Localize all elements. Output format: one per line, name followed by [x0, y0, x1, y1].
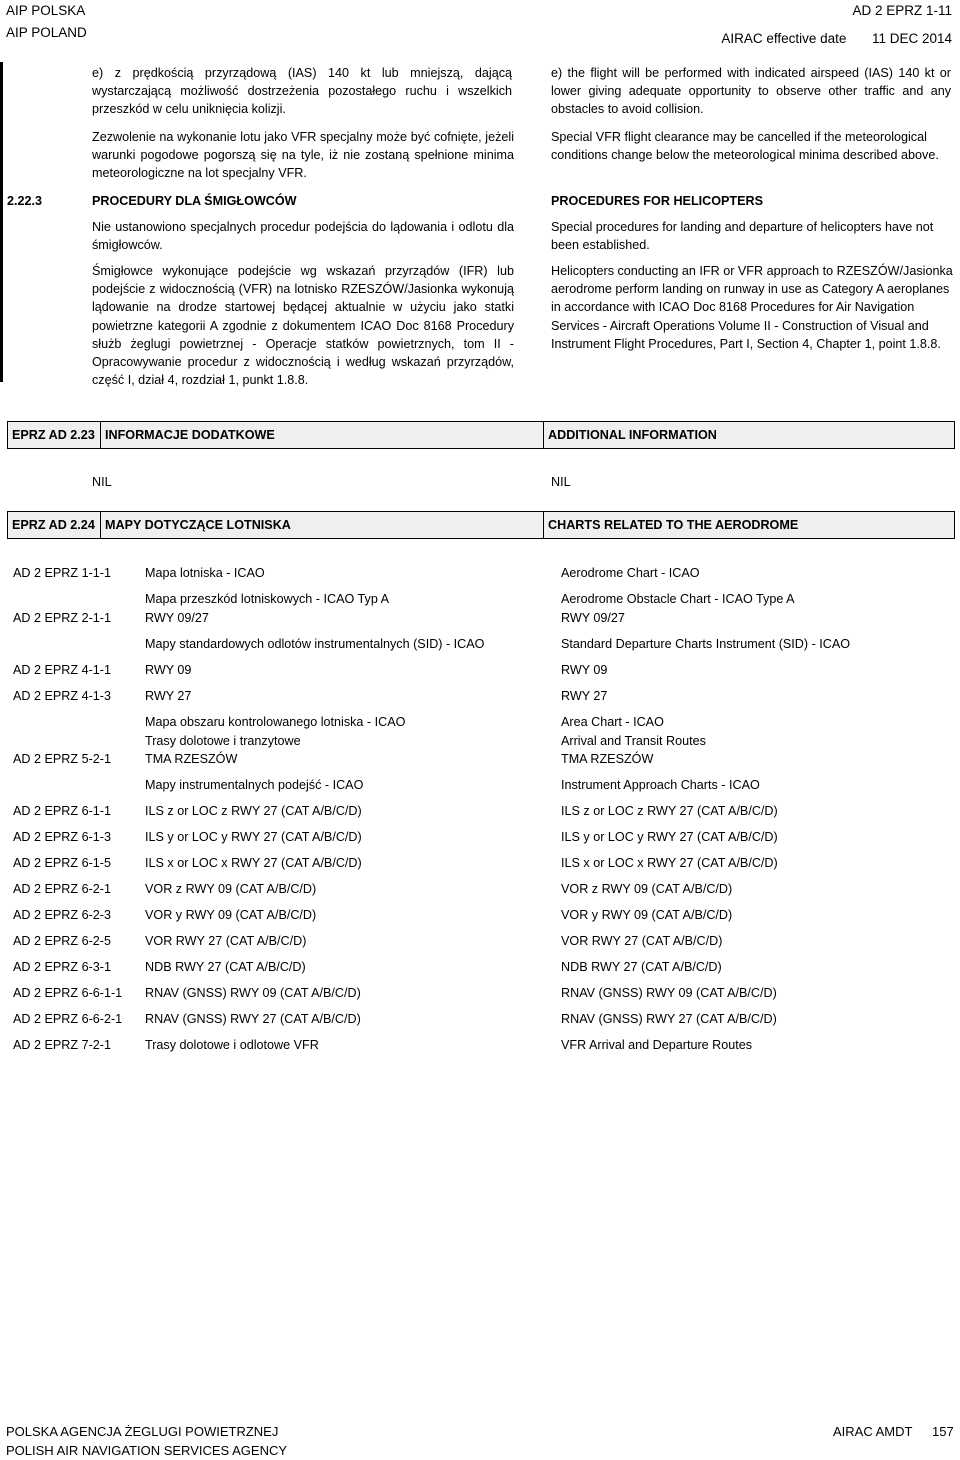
helicopters-pl-title: PROCEDURY DLA ŚMIGŁOWCÓW	[92, 194, 297, 208]
chart-title-pl-line: RWY 27	[145, 689, 192, 703]
vfr-pl-cancel: Zezwolenie na wykonanie lotu jako VFR specjalny może być cofnięte, jeżeli warunki pogodowe pogorszą się na tyle, iż nie zostaną spełnione minima meteorologiczne na lot specjalny VFR.	[92, 130, 514, 181]
chart-title-en	[561, 661, 607, 680]
additional-info-pl-title: INFORMACJE DODATKOWE	[101, 422, 544, 448]
chart-title-pl	[145, 713, 405, 769]
chart-code: AD 2 EPRZ 6-2-1	[13, 882, 111, 896]
chart-title-pl	[145, 880, 316, 899]
chart-code: AD 2 EPRZ 6-1-1	[13, 804, 111, 818]
chart-title-pl-line: RWY 09	[145, 663, 192, 677]
additional-info-pl-value: NIL	[92, 475, 112, 489]
chart-title-en-line: ILS x or LOC x RWY 27 (CAT A/B/C/D)	[561, 856, 778, 870]
chart-code: AD 2 EPRZ 2-1-1	[13, 610, 111, 625]
chart-title-en	[561, 635, 850, 654]
effective-date-line	[721, 28, 952, 50]
chart-title-en-line: Aerodrome Obstacle Chart - ICAO Type A	[561, 592, 795, 606]
chart-title-en	[561, 687, 607, 706]
chart-title-en-line: RWY 09	[561, 663, 608, 677]
chart-title-en	[561, 906, 732, 925]
chart-title-en-line: RNAV (GNSS) RWY 09 (CAT A/B/C/D)	[561, 986, 777, 1000]
chart-title-pl	[145, 590, 389, 627]
effective-date-value: 11 DEC 2014	[871, 31, 952, 46]
additional-info-en-title: ADDITIONAL INFORMATION	[548, 428, 717, 442]
amendment-change-bar	[0, 62, 3, 382]
chart-title-en-line: VOR y RWY 09 (CAT A/B/C/D)	[561, 908, 733, 922]
chart-title-pl	[145, 802, 362, 821]
additional-info-code: EPRZ AD 2.23	[8, 422, 101, 448]
chart-title-en-line: Instrument Approach Charts - ICAO	[561, 778, 760, 792]
chart-code: AD 2 EPRZ 6-6-2-1	[13, 1012, 123, 1026]
chart-title-pl	[145, 828, 362, 847]
vfr-en-item-e: e) the flight will be performed with indicated airspeed (IAS) 140 kt or lower giving adequate opportunity to observe other traffic and any obstacles to avoid collision.	[551, 66, 951, 117]
chart-title-en-line: Aerodrome Chart - ICAO	[561, 566, 700, 580]
chart-title-pl-line: VOR y RWY 09 (CAT A/B/C/D)	[145, 908, 317, 922]
chart-title-pl	[145, 906, 316, 925]
chart-title-pl	[145, 984, 361, 1003]
charts-en-title: CHARTS RELATED TO THE AERODROME	[548, 518, 799, 532]
chart-title-pl	[145, 635, 484, 654]
chart-title-pl-line: Trasy dolotowe i tranzytowe	[145, 733, 301, 748]
chart-title-en-line: RWY 09/27	[561, 610, 625, 625]
chart-title-en	[561, 958, 722, 977]
chart-title-en	[561, 854, 778, 873]
aip-poland-label: AIP POLAND	[6, 25, 87, 40]
chart-title-pl-line: Mapy instrumentalnych podejść - ICAO	[145, 778, 364, 792]
chart-title-pl-line: Mapy standardowych odlotów instrumentalnych (SID) - ICAO	[145, 637, 485, 651]
chart-title-pl-line: TMA RZESZÓW	[145, 752, 238, 766]
aip-polska-label: AIP POLSKA	[6, 3, 86, 18]
chart-title-en-line: RWY 27	[561, 689, 608, 703]
chart-title-en-line: Area Chart - ICAO	[561, 715, 664, 729]
chart-code: AD 2 EPRZ 7-2-1	[13, 1038, 111, 1052]
chart-title-en	[561, 1010, 777, 1029]
chart-code: AD 2 EPRZ 6-1-3	[13, 830, 111, 844]
effective-date-label: AIRAC effective date	[721, 31, 847, 46]
helicopters-pl-p2: Śmigłowce wykonujące podejście wg wskazań przyrządów (IFR) lub podejście z widocznością (VFR) na lotnisko RZESZÓW/Jasionka wykonują lądowanie na drodze startowej będącej aktualnie w użyciu jako statki powietrzne kategorii A zgodnie z dokumentem ICAO Doc 8168 Procedury służb żeglugi powietrznej - Operacje statków powietrznych, tom II - Opracowywanie procedur z widocznością i według wskazań przyrządów, część I, dział 4, rozdział 1, punkt 1.8.8.	[92, 264, 514, 388]
chart-title-pl	[145, 1036, 319, 1055]
chart-code: AD 2 EPRZ 6-1-5	[13, 856, 111, 870]
chart-code: AD 2 EPRZ 6-3-1	[13, 960, 111, 974]
chart-title-pl-line: NDB RWY 27 (CAT A/B/C/D)	[145, 960, 306, 974]
charts-pl-title: MAPY DOTYCZĄCE LOTNISKA	[101, 512, 544, 538]
chart-title-pl-line: RNAV (GNSS) RWY 09 (CAT A/B/C/D)	[145, 986, 361, 1000]
chart-title-pl-line: Trasy dolotowe i odlotowe VFR	[145, 1038, 319, 1052]
chart-code: AD 2 EPRZ 6-2-5	[13, 934, 111, 948]
chart-title-en-line: VFR Arrival and Departure Routes	[561, 1038, 753, 1052]
chart-title-pl	[145, 564, 265, 583]
chart-title-en-line: ILS z or LOC z RWY 27 (CAT A/B/C/D)	[561, 804, 778, 818]
chart-title-en	[561, 590, 795, 627]
chart-title-pl	[145, 661, 191, 680]
chart-code: AD 2 EPRZ 6-6-1-1	[13, 986, 123, 1000]
charts-code: EPRZ AD 2.24	[8, 512, 101, 538]
chart-title-en	[561, 564, 700, 583]
chart-title-pl	[145, 1010, 361, 1029]
chart-title-en	[561, 776, 760, 795]
chart-title-pl-line: RNAV (GNSS) RWY 27 (CAT A/B/C/D)	[145, 1012, 361, 1026]
header-right	[721, 0, 952, 50]
additional-info-en-value: NIL	[551, 475, 571, 489]
chart-title-en	[561, 713, 706, 769]
chart-title-pl-line: ILS x or LOC x RWY 27 (CAT A/B/C/D)	[145, 856, 362, 870]
chart-title-en	[561, 984, 777, 1003]
chart-code: AD 2 EPRZ 4-1-3	[13, 689, 111, 703]
chart-title-en-line: Standard Departure Charts Instrument (SID) - ICAO	[561, 637, 851, 651]
helicopters-pl-p1: Nie ustanowiono specjalnych procedur podejścia do lądowania i odlotu dla śmigłowców.	[92, 220, 514, 253]
chart-title-pl-line: RWY 09/27	[145, 610, 209, 625]
vfr-pl-item-e: e) z prędkością przyrządową (IAS) 140 kt lub mniejszą, dającą wystarczającą możliwość dostrzeżenia pozostałego ruchu i wszelkich przeszkód w celu uniknięcia kolizji.	[92, 66, 512, 117]
chart-title-en	[561, 828, 778, 847]
chart-code: AD 2 EPRZ 4-1-1	[13, 663, 111, 677]
section-number: 2.22.3	[7, 194, 43, 208]
chart-title-pl-line: Mapa lotniska - ICAO	[145, 566, 265, 580]
chart-title-en	[561, 802, 778, 821]
additional-info-header	[7, 421, 955, 449]
chart-title-en	[561, 932, 722, 951]
chart-title-pl-line: ILS z or LOC z RWY 27 (CAT A/B/C/D)	[145, 804, 362, 818]
helicopters-en-p1: Special procedures for landing and departure of helicopters have not been established.	[551, 220, 934, 253]
header-left	[6, 0, 87, 44]
chart-title-pl-line: VOR z RWY 09 (CAT A/B/C/D)	[145, 882, 317, 896]
amdt-number: 157	[932, 1424, 954, 1439]
chart-title-pl	[145, 958, 306, 977]
chart-title-pl-line: ILS y or LOC y RWY 27 (CAT A/B/C/D)	[145, 830, 362, 844]
chart-title-en-line: TMA RZESZÓW	[561, 752, 654, 766]
chart-title-en-line: ILS y or LOC y RWY 27 (CAT A/B/C/D)	[561, 830, 778, 844]
helicopters-en-title: PROCEDURES FOR HELICOPTERS	[551, 194, 764, 208]
chart-title-en	[561, 1036, 752, 1055]
chart-code: AD 2 EPRZ 6-2-3	[13, 908, 111, 922]
chart-title-pl	[145, 687, 191, 706]
chart-title-en-line: Arrival and Transit Routes	[561, 733, 706, 748]
chart-title-pl	[145, 776, 363, 795]
chart-title-en-line: NDB RWY 27 (CAT A/B/C/D)	[561, 960, 722, 974]
amdt-label: AIRAC AMDT	[833, 1424, 913, 1439]
charts-header	[7, 511, 955, 539]
chart-title-pl	[145, 854, 362, 873]
chart-code: AD 2 EPRZ 5-2-1	[13, 752, 111, 766]
chart-title-en-line: VOR z RWY 09 (CAT A/B/C/D)	[561, 882, 733, 896]
vfr-en-cancel: Special VFR flight clearance may be cancelled if the meteorological conditions change below the meteorological minima described above.	[551, 130, 939, 163]
footer-left	[6, 1422, 287, 1460]
chart-title-en-line: VOR RWY 27 (CAT A/B/C/D)	[561, 934, 723, 948]
chart-title-en-line: RNAV (GNSS) RWY 27 (CAT A/B/C/D)	[561, 1012, 777, 1026]
chart-title-en	[561, 880, 732, 899]
chart-title-pl	[145, 932, 306, 951]
chart-title-pl-line: VOR RWY 27 (CAT A/B/C/D)	[145, 934, 307, 948]
agency-pl-name: POLSKA AGENCJA ŻEGLUGI POWIETRZNEJ	[6, 1424, 279, 1439]
agency-en-name: POLISH AIR NAVIGATION SERVICES AGENCY	[6, 1443, 288, 1458]
page-reference: AD 2 EPRZ 1-11	[852, 3, 952, 18]
chart-title-pl-line: Mapa obszaru kontrolowanego lotniska - ICAO	[145, 715, 406, 729]
helicopters-en-p2: Helicopters conducting an IFR or VFR approach to RZESZÓW/Jasionka aerodrome perform landing on runway in use as Category A aeroplanes in accordance with ICAO Doc 8168 Procedures for Air Navigation Services - Aircraft Operations Volume II - Construction of Visual and Instrument Flight Procedures, Part I, Section 4, Chapter 1, point 1.8.8.	[551, 264, 953, 351]
chart-code: AD 2 EPRZ 1-1-1	[13, 566, 111, 580]
chart-title-pl-line: Mapa przeszkód lotniskowych - ICAO Typ A	[145, 592, 390, 606]
